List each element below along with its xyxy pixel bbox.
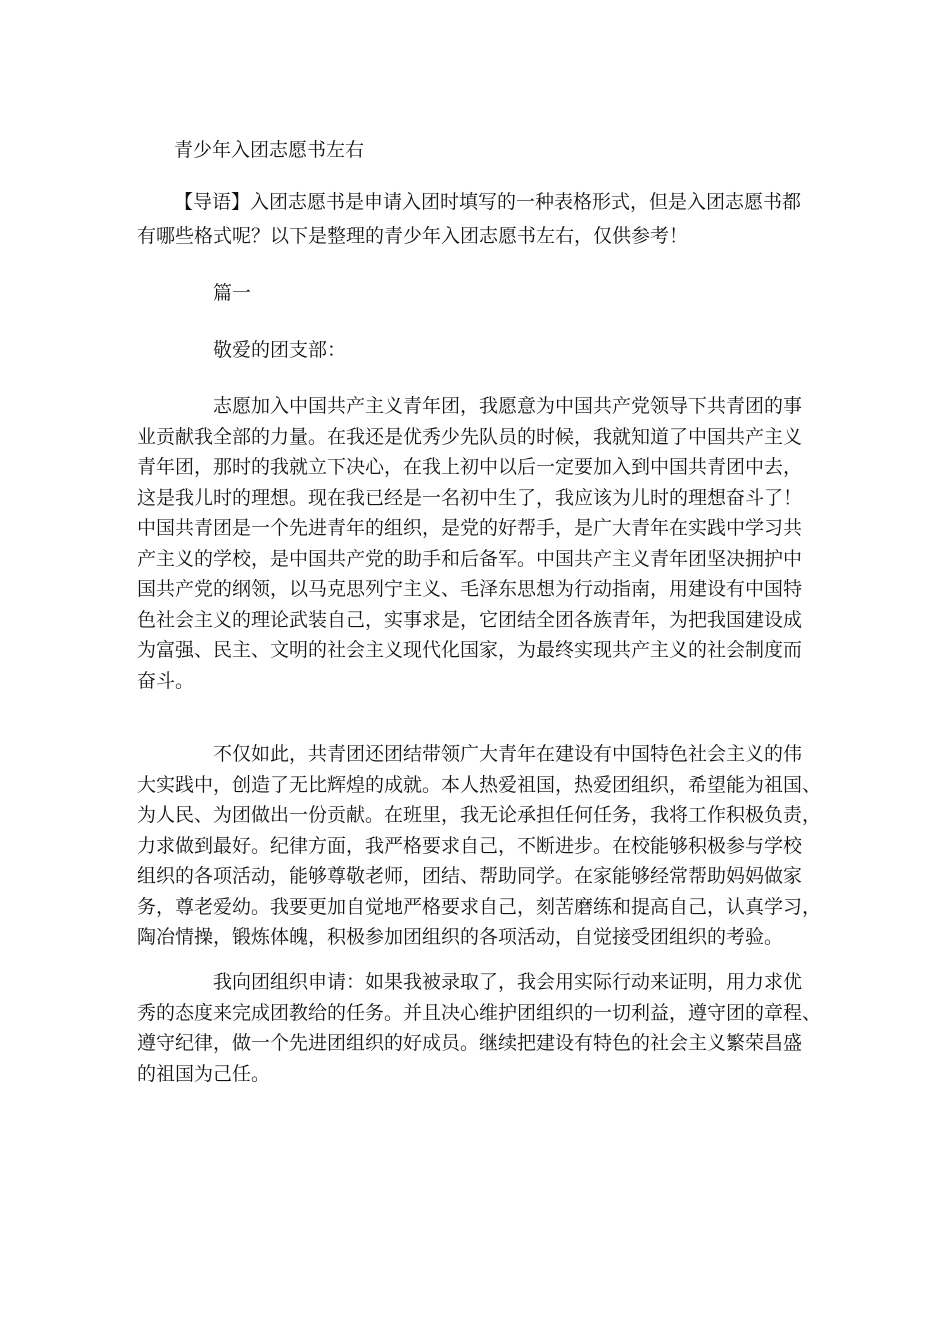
- paragraph-line: 为人民、为团做出一份贡献。在班里，我无论承担任何任务，我将工作积极负责，: [137, 804, 822, 826]
- paragraph-line: 我向团组织申请：如果我被录取了，我会用实际行动来证明，用力求优: [213, 971, 803, 993]
- paragraph-3: [137, 967, 827, 1089]
- paragraph-line: 陶冶情操，锻炼体魄，积极参加团组织的各项活动，自觉接受团组织的考验。: [137, 926, 784, 948]
- paragraph-line: 色社会主义的理论武装自己，实事求是，它团结全团各族青年，为把我国建设成: [137, 608, 803, 631]
- paragraph-line: 组织的各项活动，能够尊敬老师，团结、帮助同学。在家能够经常帮助妈妈做家: [137, 865, 803, 887]
- paragraph-line: 不仅如此，共青团还团结带领广大青年在建设有中国特色社会主义的伟: [213, 743, 803, 765]
- paragraph-line: 志愿加入中国共产主义青年团，我愿意为中国共产党领导下共青团的事: [213, 395, 803, 417]
- intro-line-1: 【导语】入团志愿书是申请入团时填写的一种表格形式，但是入团志愿书都: [174, 191, 802, 213]
- paragraph-line: 遵守纪律，做一个先进团组织的好成员。继续把建设有特色的社会主义繁荣昌盛: [137, 1032, 803, 1054]
- paragraph-line: 这是我儿时的理想。现在我已经是一名初中生了，我应该为儿时的理想奋斗了！: [137, 486, 803, 509]
- paragraph-line: 中国共青团是一个先进青年的组织，是党的好帮手，是广大青年在实践中学习共: [137, 517, 803, 539]
- paragraph-line: 务，尊老爱幼。我要更加自觉地严格要求自己，刻苦磨练和提高自己，认真学习，: [137, 895, 822, 918]
- paragraph-line: 业贡献我全部的力量。在我还是优秀少先队员的时候，我就知道了中国共产主义: [137, 425, 803, 448]
- salutation: 敬爱的团支部：: [213, 339, 347, 361]
- intro-line-2: 有哪些格式呢？以下是整理的青少年入团志愿书左右，仅供参考！: [137, 225, 689, 247]
- paragraph-line: 产主义的学校，是中国共产党的助手和后备军。中国共产主义青年团坚决拥护中: [137, 547, 803, 570]
- paragraph-2: [137, 739, 827, 953]
- paragraph-line: 为富强、民主、文明的社会主义现代化国家，为最终实现共产主义的社会制度而: [137, 639, 803, 661]
- paragraph-line: 奋斗。: [137, 669, 195, 692]
- paragraph-line: 国共产党的纲领，以马克思列宁主义、毛泽东思想为行动指南，用建设有中国特: [137, 578, 803, 600]
- paragraph-line: 秀的态度来完成团教给的任务。并且决心维护团组织的一切利益，遵守团的章程、: [137, 1001, 822, 1024]
- paragraph-line: 的祖国为己任。: [137, 1062, 271, 1085]
- chapter-heading: 篇一: [213, 282, 252, 304]
- document-title: 青少年入团志愿书左右: [174, 139, 365, 161]
- paragraph-1: [137, 391, 827, 696]
- paragraph-line: 青年团，那时的我就立下决心，在我上初中以后一定要加入到中国共青团中去，: [137, 456, 803, 478]
- paragraph-line: 力求做到最好。纪律方面，我严格要求自己，不断进步。在校能够积极参与学校: [137, 834, 803, 857]
- paragraph-line: 大实践中，创造了无比辉煌的成就。本人热爱祖国，热爱团组织，希望能为祖国、: [137, 773, 822, 796]
